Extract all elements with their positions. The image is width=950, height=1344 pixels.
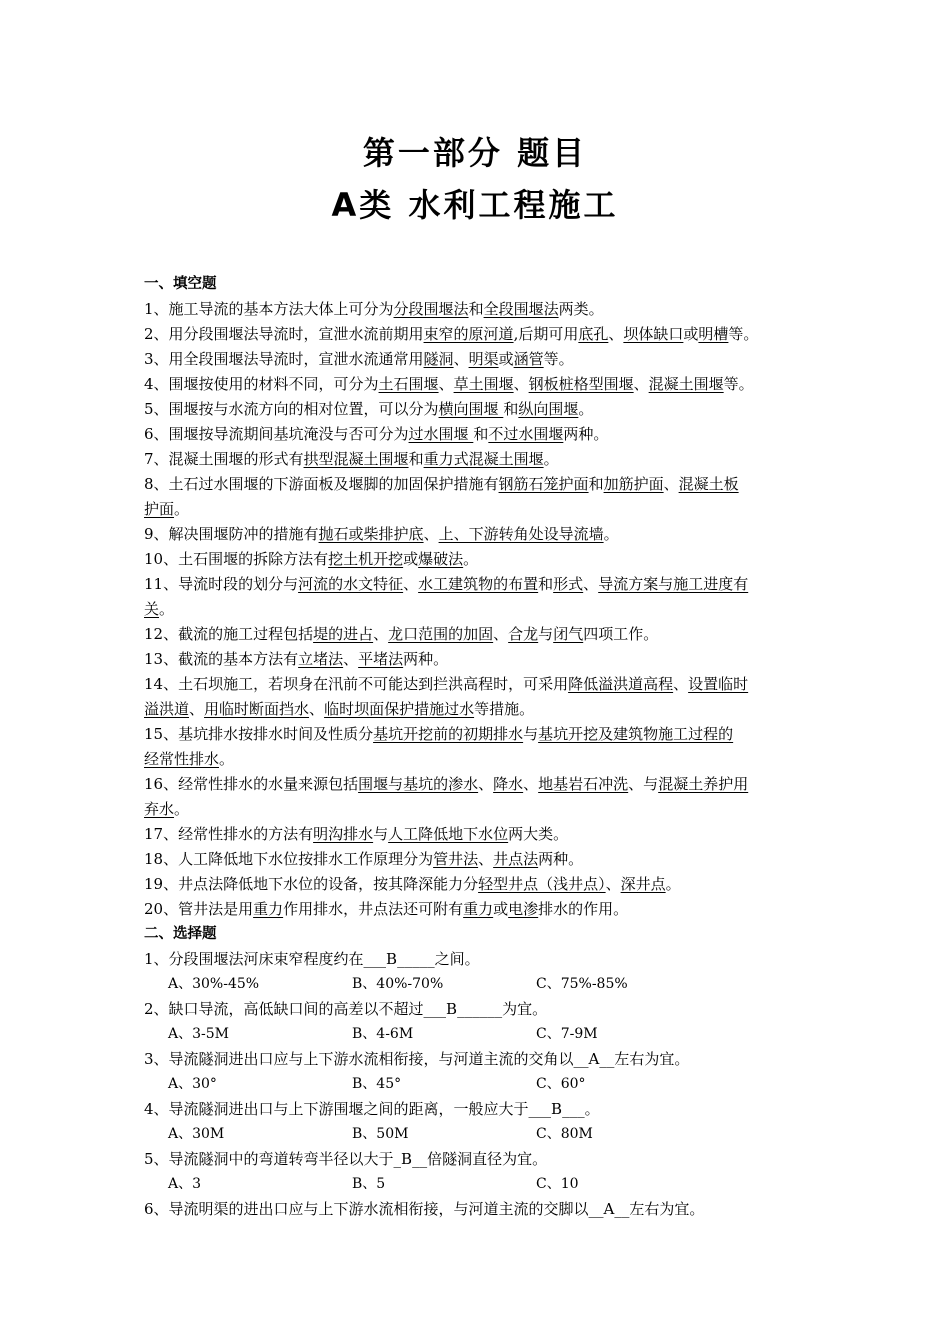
answer-text: 爆破法 [418,550,464,568]
answer-text: 人工降低地下水位 [388,825,509,843]
question-text: 、 [663,475,679,493]
question-text: 、 [453,350,469,368]
answer-text: 降低溢洪道高程 [568,675,674,693]
section-title: A类 水利工程施工 [331,186,619,224]
question-text: 、 [423,525,439,543]
question-text: 19、井点法降低地下水位的设备，按其降深能力分 [144,875,479,893]
question-text: 18、人工降低地下水位按排水工作原理分为 [144,850,434,868]
document-body [144,272,810,1222]
question-text: 。 [174,500,190,518]
answer-text: 电渗 [508,900,539,918]
fill-in-item [144,422,810,447]
question-text: 。 [665,875,681,893]
question-text: 8、土石过水围堰的下游面板及堰脚的加固保护措施有 [144,475,499,493]
answer-text: 涵管 [513,350,544,368]
choice-options [144,1072,810,1097]
question-text: 、 [478,775,494,793]
answer-text: 深井点 [620,875,666,893]
answer-text: 平堵法 [358,650,404,668]
answer-text: 不过水围堰 [488,425,564,443]
fill-in-item [144,472,810,497]
question-text: 两大类。 [508,825,569,843]
fill-in-item [144,797,810,822]
choice-option: B、40%-70% [352,976,444,992]
fill-in-item [144,297,810,322]
question-text: 和 [588,475,604,493]
answer-text: 临时坝面保护措施过水 [324,700,475,718]
question-text: 。 [219,750,235,768]
answer-text: 重力 [463,900,494,918]
choice-option: A、30° [168,1076,217,1092]
answer-text: 形式 [553,575,584,593]
question-text: 、 [633,375,649,393]
question-text: 。 [174,800,190,818]
question-text: 两类。 [558,300,604,318]
question-text: 。 [463,550,479,568]
question-text: 、 [523,775,539,793]
question-text: 。 [159,600,175,618]
fill-in-item [144,347,810,372]
answer-text: 混凝土养护用 [658,775,749,793]
question-text: 等。 [723,375,754,393]
answer-text: 闭气 [553,625,584,643]
fill-in-item [144,522,810,547]
answer-text: 用临时断面挡水 [204,700,310,718]
question-text: 、 [608,325,624,343]
choice-question: 1、分段围堰法河床束窄程度约在___B_____之间。 [144,950,480,968]
question-text: 、 [673,675,689,693]
question-text: 14、土石坝施工，若坝身在汛前不可能达到拦洪高程时，可采用 [144,675,569,693]
answer-text: 水工建筑物的布置 [418,575,539,593]
answer-text: 明沟排水 [313,825,374,843]
answer-text: 弃水 [144,800,175,818]
choice-option: B、4-6M [352,1026,414,1042]
answer-text: 龙口范围的加固 [388,625,494,643]
question-text: 6、围堰按导流期间基坑淹没与否可分为 [144,425,409,443]
choice-heading: 二、选择题 [144,926,217,942]
answer-text: 立堵法 [298,650,344,668]
fill-in-item [144,672,810,697]
question-text: 、 [583,575,599,593]
choice-options [144,972,810,997]
question-text: 两种。 [403,650,449,668]
choice-options [144,1172,810,1197]
fill-in-item [144,647,810,672]
fill-in-item [144,747,810,772]
fill-in-item [144,447,810,472]
choice-option: A、30%-45% [168,976,260,992]
question-text: 、 [309,700,325,718]
answer-text: 束窄的原河道 [423,325,514,343]
question-text: 、 [605,875,621,893]
answer-text: 堤的进占 [313,625,374,643]
question-text: 11、导流时段的划分与 [144,575,299,593]
answer-text: 钢筋石笼护面 [498,475,589,493]
choice-option: B、5 [352,1176,386,1192]
fill-in-item [144,572,810,597]
question-text: 等措施。 [474,700,535,718]
answer-text: 关 [144,600,160,618]
question-text: 和 [468,300,484,318]
choice-list [144,947,810,1222]
question-text: 或 [403,550,419,568]
question-text: 。 [578,400,594,418]
question-text: 17、经常性排水的方法有 [144,825,314,843]
question-text: 四项工作。 [583,625,659,643]
answer-text: 隧洞 [423,350,454,368]
choice-options [144,1122,810,1147]
choice-option: A、30M [168,1126,225,1142]
question-text: 5、围堰按与水流方向的相对位置，可以分为 [144,400,439,418]
part-title: 第一部分 题目 [362,134,588,172]
question-text: 、 [403,575,419,593]
question-text: 两种。 [538,850,584,868]
answer-text: 井点法 [493,850,539,868]
question-text: 与 [538,625,554,643]
question-text: 与 [373,825,389,843]
fill-in-item [144,397,810,422]
question-text: 两种。 [563,425,609,443]
answer-text: 过水围堰 [408,425,474,443]
fill-in-item [144,872,810,897]
question-text: 、 [373,625,389,643]
answer-text: 混凝土板 [678,475,739,493]
question-text: 、 [343,650,359,668]
fill-in-item [144,372,810,397]
question-text: 排水的作用。 [538,900,629,918]
fill-in-item [144,622,810,647]
answer-text: 加筋护面 [603,475,664,493]
fill-in-item [144,897,810,922]
question-text: 。 [543,450,559,468]
question-text: 或 [498,350,514,368]
fill-in-item [144,547,810,572]
fill-in-item [144,847,810,872]
answer-text: 拱型混凝土围堰 [303,450,409,468]
choice-question: 5、导流隧洞中的弯道转弯半径以大于_B__倍隧洞直径为宜。 [144,1150,548,1168]
question-text: 7、混凝土围堰的形式有 [144,450,304,468]
question-text: 或 [683,325,699,343]
answer-text: 导流方案与施工进度有 [598,575,749,593]
question-text: 3、用全段围堰法导流时，宣泄水流通常用 [144,350,424,368]
fill-in-list [144,297,810,922]
fill-in-item [144,497,810,522]
question-text: 作用排水，井点法还可附有 [283,900,464,918]
choice-question: 3、导流隧洞进出口应与上下游水流相衔接，与河道主流的交角以__A__左右为宜。 [144,1050,690,1068]
answer-text: 明渠 [468,350,499,368]
answer-text: 抛石或柴排护底 [318,525,424,543]
question-text: 10、土石围堰的拆除方法有 [144,550,329,568]
choice-option: A、3 [168,1176,202,1192]
answer-text: 溢洪道 [144,700,190,718]
question-text: 、 [438,375,454,393]
answer-text: 上、下游转角处设导流墙 [438,525,604,543]
choice-question: 4、导流隧洞进出口与上下游围堰之间的距离，一般应大于___B___。 [144,1100,600,1118]
answer-text: 分段围堰法 [393,300,469,318]
fill-in-item [144,822,810,847]
question-text: 4、围堰按使用的材料不同，可分为 [144,375,379,393]
choice-option: C、80M [536,1126,593,1142]
choice-question: 6、导流明渠的进出口应与上下游水流相衔接，与河道主流的交脚以__A__左右为宜。 [144,1200,705,1218]
answer-text: 管井法 [433,850,479,868]
question-text: 12、截流的施工过程包括 [144,625,314,643]
answer-text: 降水 [493,775,524,793]
answer-text: 草土围堰 [453,375,514,393]
choice-options [144,1022,810,1047]
fill-in-item [144,722,810,747]
answer-text: 底孔 [578,325,609,343]
answer-text: 经常性排水 [144,750,220,768]
question-text: 和 [503,400,519,418]
answer-text: 挖土机开挖 [328,550,404,568]
answer-text: 坝体缺口 [623,325,684,343]
answer-text: 土石围堰 [378,375,439,393]
fill-in-item [144,772,810,797]
answer-text: 地基岩石冲洗 [538,775,629,793]
question-text: 和 [408,450,424,468]
question-text: 2、用分段围堰法导流时，宣泄水流前期用 [144,325,424,343]
choice-option: C、60° [536,1076,586,1092]
question-text: 、 [513,375,529,393]
question-text: 等。 [728,325,759,343]
answer-text: 轻型井点（浅井点） [478,875,606,893]
question-text: 和 [538,575,554,593]
question-text: 、 [478,850,494,868]
question-text: 9、解决围堰防冲的措施有 [144,525,319,543]
answer-text: 横向围堰 [438,400,504,418]
answer-text: 设置临时 [688,675,749,693]
answer-text: 合龙 [508,625,539,643]
answer-text: 围堰与基坑的渗水 [358,775,479,793]
answer-text: 明槽 [698,325,729,343]
question-text: 20、管井法是用 [144,900,254,918]
answer-text: 河流的水文特征 [298,575,404,593]
answer-text: 钢板桩格型围堰 [528,375,634,393]
answer-text: 重力式混凝土围堰 [423,450,544,468]
question-text: ,后期可用 [513,325,579,343]
question-text: 、 [493,625,509,643]
choice-option: A、3-5M [168,1026,229,1042]
answer-text: 全段围堰法 [483,300,559,318]
question-text: 、 [189,700,205,718]
answer-text: 基坑开挖前的初期排水 [373,725,524,743]
fill-in-item [144,322,810,347]
question-text: 与 [523,725,539,743]
choice-option: B、45° [352,1076,402,1092]
question-text: 13、截流的基本方法有 [144,650,299,668]
fill-in-item [144,597,810,622]
choice-option: B、50M [352,1126,409,1142]
fill-in-item [144,697,810,722]
choice-option: C、10 [536,1176,579,1192]
question-text: 或 [493,900,509,918]
choice-question: 2、缺口导流，高低缺口间的高差以不超过___B______为宜。 [144,1000,548,1018]
question-text: 和 [473,425,489,443]
question-text: 、与 [628,775,659,793]
question-text: 15、基坑排水按排水时间及性质分 [144,725,374,743]
fill-in-heading: 一、填空题 [144,276,217,292]
answer-text: 护面 [144,500,175,518]
question-text: 。 [603,525,619,543]
question-text: 16、经常性排水的水量来源包括 [144,775,359,793]
answer-text: 混凝土围堰 [648,375,724,393]
answer-text: 重力 [253,900,284,918]
question-text: 1、施工导流的基本方法大体上可分为 [144,300,394,318]
choice-option: C、75%-85% [536,976,628,992]
answer-text: 纵向围堰 [518,400,579,418]
answer-text: 基坑开挖及建筑物施工过程的 [538,725,734,743]
question-text: 等。 [543,350,574,368]
choice-option: C、7-9M [536,1026,598,1042]
